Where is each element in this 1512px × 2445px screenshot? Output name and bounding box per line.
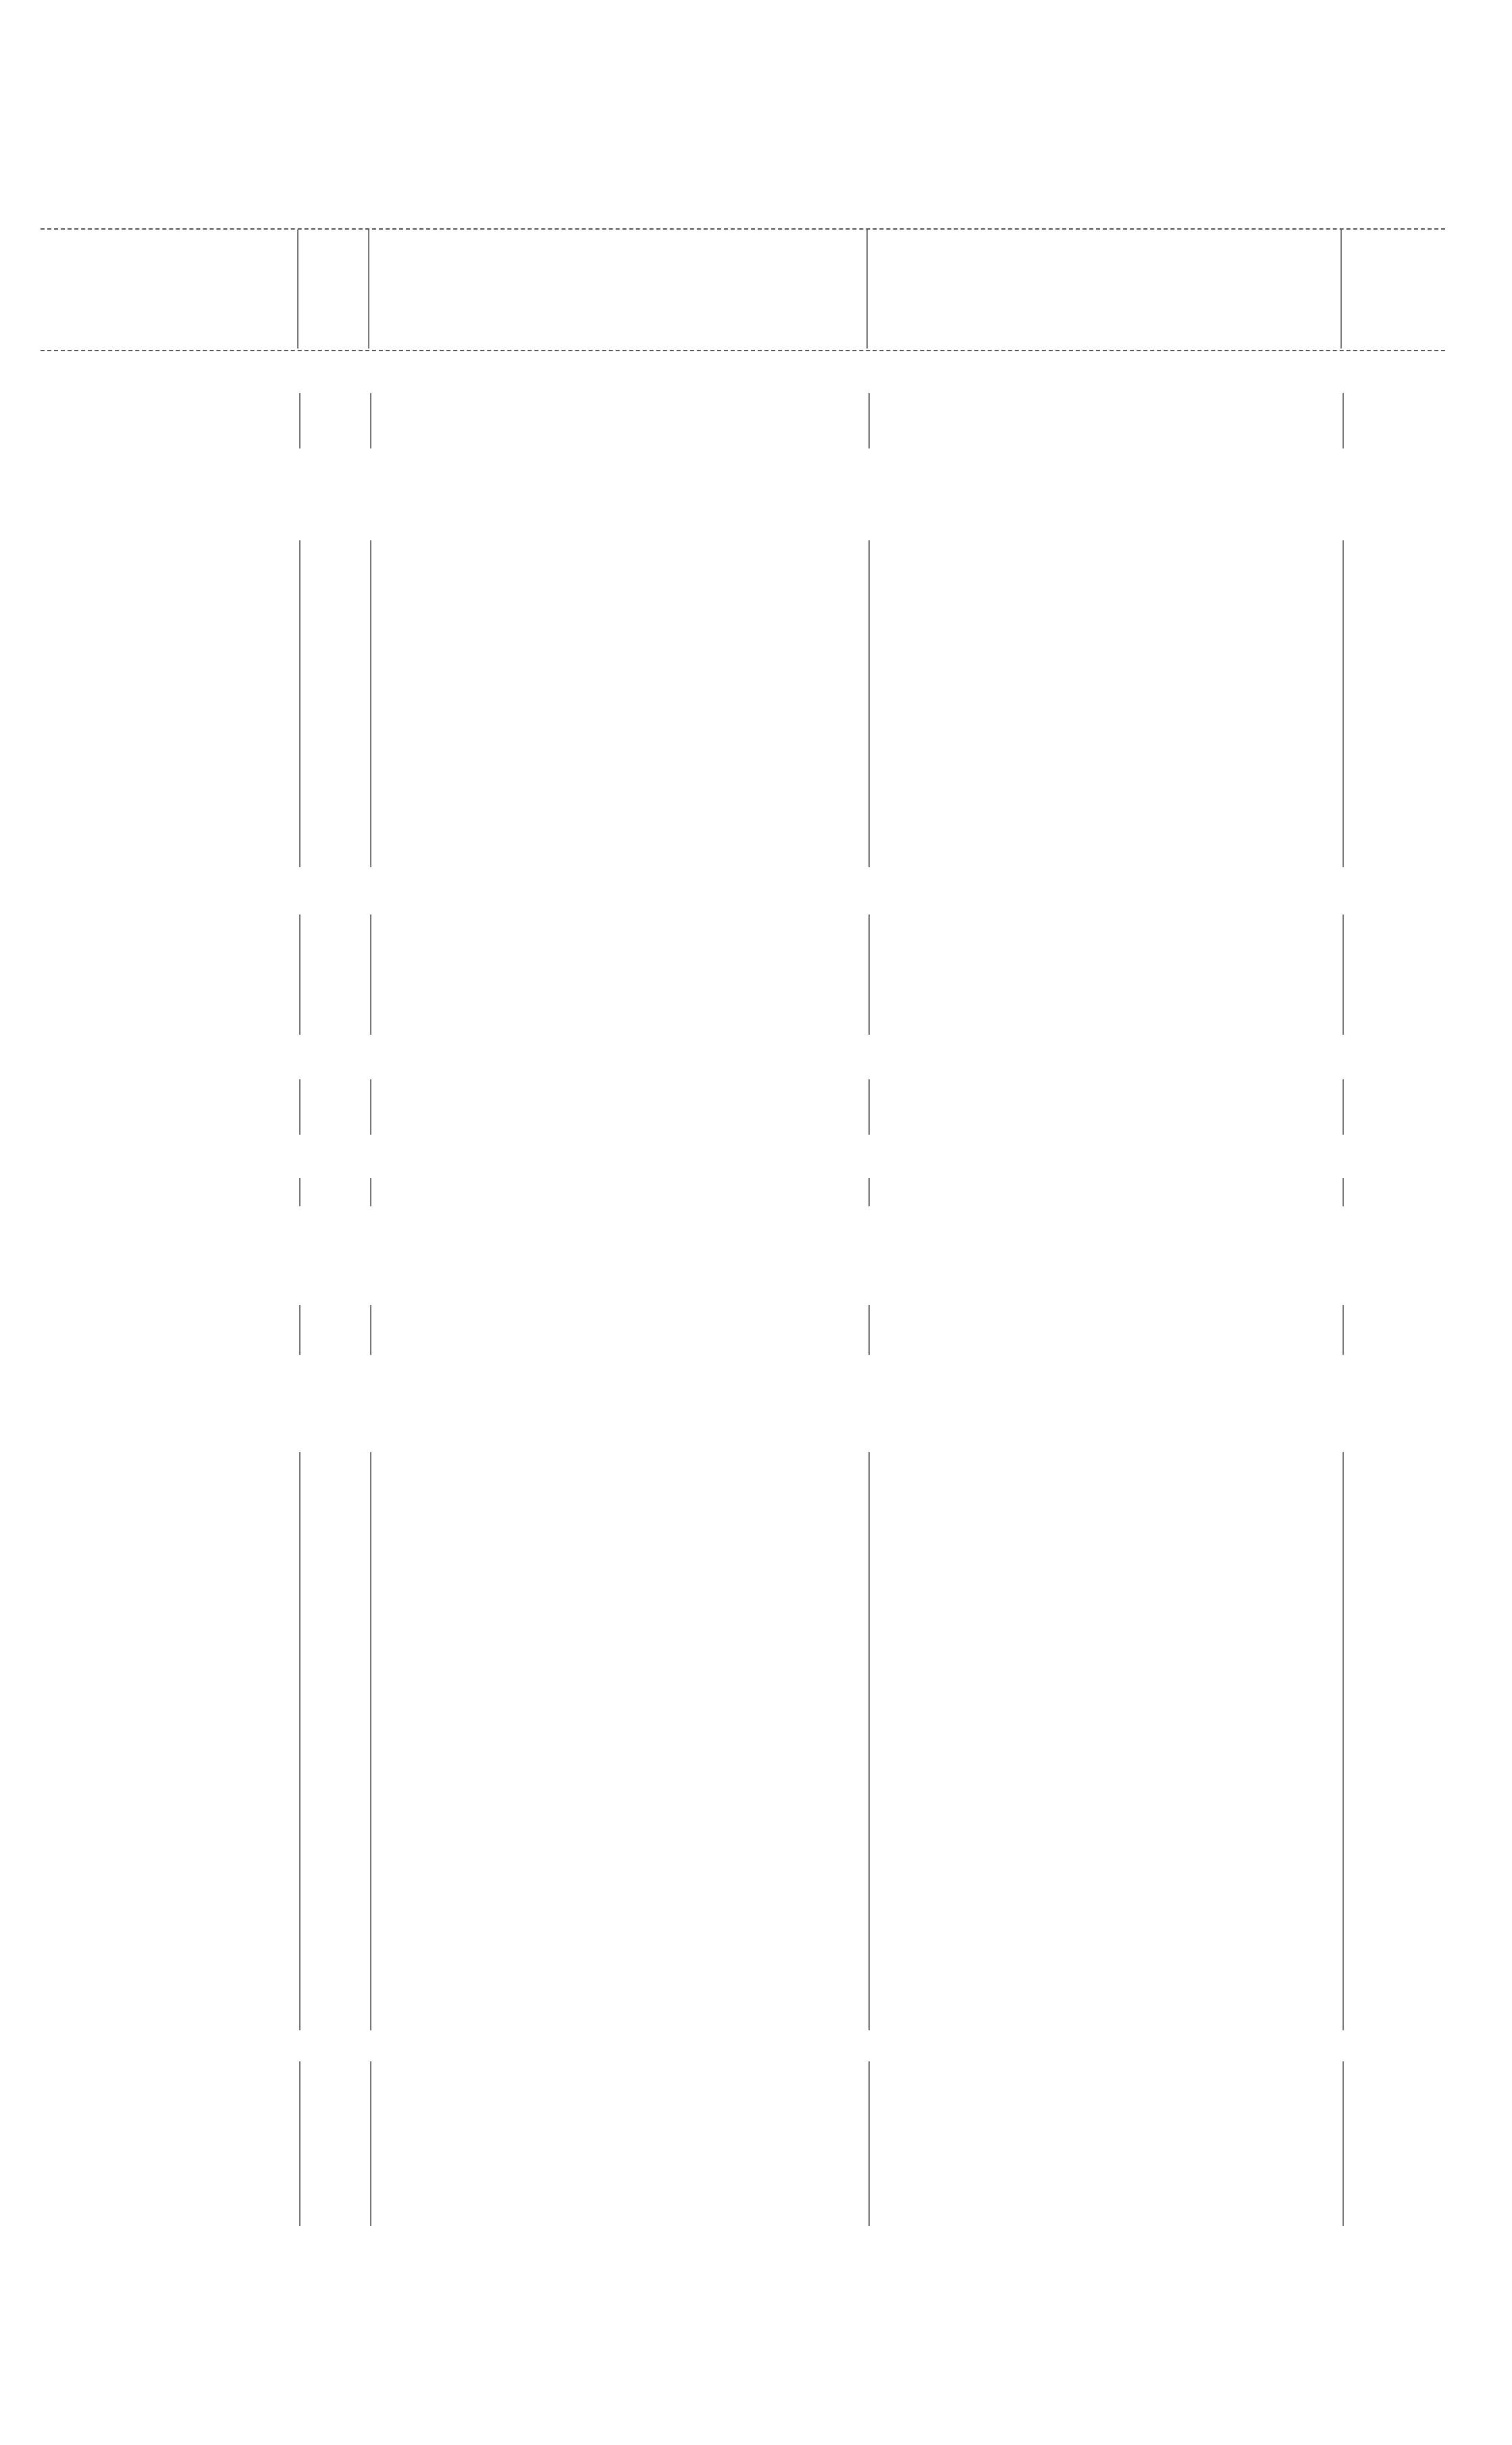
column-divider	[299, 915, 301, 1035]
column-divider	[370, 2061, 371, 2226]
column-header-members	[1347, 236, 1388, 344]
column-divider	[1342, 1079, 1344, 1135]
column-divider	[299, 2061, 301, 2226]
column-divider	[1342, 1452, 1344, 2030]
column-divider	[370, 915, 371, 1035]
header-divider	[297, 230, 298, 349]
column-divider	[868, 540, 870, 867]
section-heading	[0, 465, 1512, 488]
column-divider	[370, 1079, 371, 1135]
column-divider	[370, 393, 371, 448]
column-divider	[868, 1452, 870, 2030]
column-divider	[868, 1305, 870, 1355]
header-divider	[866, 230, 868, 349]
section-heading	[0, 1379, 1512, 1402]
column-divider	[299, 1079, 301, 1135]
column-divider	[370, 1452, 371, 2030]
column-divider	[299, 1452, 301, 2030]
header-top-rule	[41, 228, 1445, 230]
section-heading	[0, 1235, 1512, 1258]
column-divider	[1342, 1305, 1344, 1355]
column-divider	[868, 915, 870, 1035]
column-divider	[868, 1079, 870, 1135]
header-divider	[1340, 230, 1342, 349]
column-divider	[370, 1305, 371, 1355]
header-bottom-rule	[41, 350, 1445, 351]
column-divider	[868, 1178, 870, 1206]
column-divider	[868, 2061, 870, 2226]
column-divider	[1342, 1178, 1344, 1206]
column-divider	[299, 1305, 301, 1355]
column-divider	[370, 540, 371, 867]
column-divider	[1342, 393, 1344, 448]
column-divider	[1342, 540, 1344, 867]
column-divider	[299, 393, 301, 448]
column-divider	[299, 1178, 301, 1206]
column-divider	[299, 540, 301, 867]
column-divider	[868, 393, 870, 448]
header-divider	[368, 230, 369, 349]
column-divider	[370, 1178, 371, 1206]
column-divider	[1342, 2061, 1344, 2226]
column-divider	[1342, 915, 1344, 1035]
